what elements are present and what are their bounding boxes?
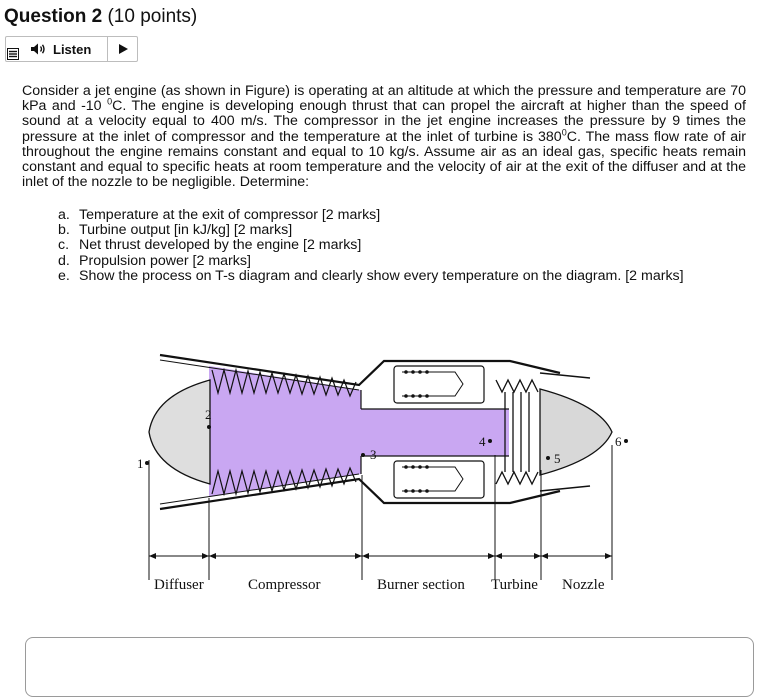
question-title	[4, 6, 197, 28]
play-icon[interactable]	[117, 43, 129, 55]
label-nozzle: Nozzle	[562, 577, 605, 593]
task-list	[58, 208, 746, 284]
listen-toolbar	[5, 36, 138, 62]
station-2: 2	[205, 407, 212, 422]
station-5: 5	[554, 451, 561, 466]
list-item: c. Net thrust developed by the engine [2 marks]	[58, 237, 362, 254]
degree-mark: 0	[561, 126, 567, 137]
problem-statement: Consider a jet engine (as shown in Figure) is operating at an altitude at which the pressure and temperature are 70 kPa and -10 $^0$C. The engine is developing enough thrust that can propel the aircraft at higher than the speed of sound at a velocity equal to 400 m/s. The compressor in the jet engine increases the pressure by 9 times the pressure at the inlet of compressor and the temperature at the inlet of turbine is $380^0C$. The mass flow rate of air throughout the engine remains constant and equal to 10 kg/s. Assume air as an ideal gas, specific heats remain constant and equal to specific heats at room temperature and the velocity of air at the exit of the diffuser and at the inlet of the nozzle to be negligible. Determine:	[22, 83, 746, 191]
label-compressor: Compressor	[248, 577, 321, 593]
answer-input[interactable]	[25, 637, 754, 697]
list-item: e. Show the process on T-s diagram and clearly show every temperature on the diagram. [2 marks]	[58, 267, 684, 284]
speaker-icon[interactable]	[30, 42, 46, 56]
list-item: b. Turbine output [in kJ/kg] [2 marks]	[58, 222, 293, 239]
toolbar-divider	[107, 37, 108, 61]
menu-icon[interactable]	[7, 48, 19, 60]
station-1: 1	[137, 456, 144, 471]
station-6: 6	[615, 434, 622, 449]
jet-engine-figure	[0, 340, 761, 610]
listen-button[interactable]: Listen	[53, 42, 92, 57]
station-4: 4	[479, 434, 486, 449]
list-item: a. Temperature at the exit of compressor [2 marks]	[58, 207, 381, 223]
question-number: Question 2	[4, 6, 103, 27]
label-burner: Burner section	[377, 577, 465, 593]
label-turbine: Turbine	[491, 577, 538, 593]
station-3: 3	[370, 447, 377, 462]
label-diffuser: Diffuser	[154, 577, 204, 593]
question-points: (10 points)	[107, 6, 198, 27]
list-item: d. Propulsion power [2 marks]	[58, 252, 251, 269]
degree-mark: 0	[107, 96, 113, 107]
